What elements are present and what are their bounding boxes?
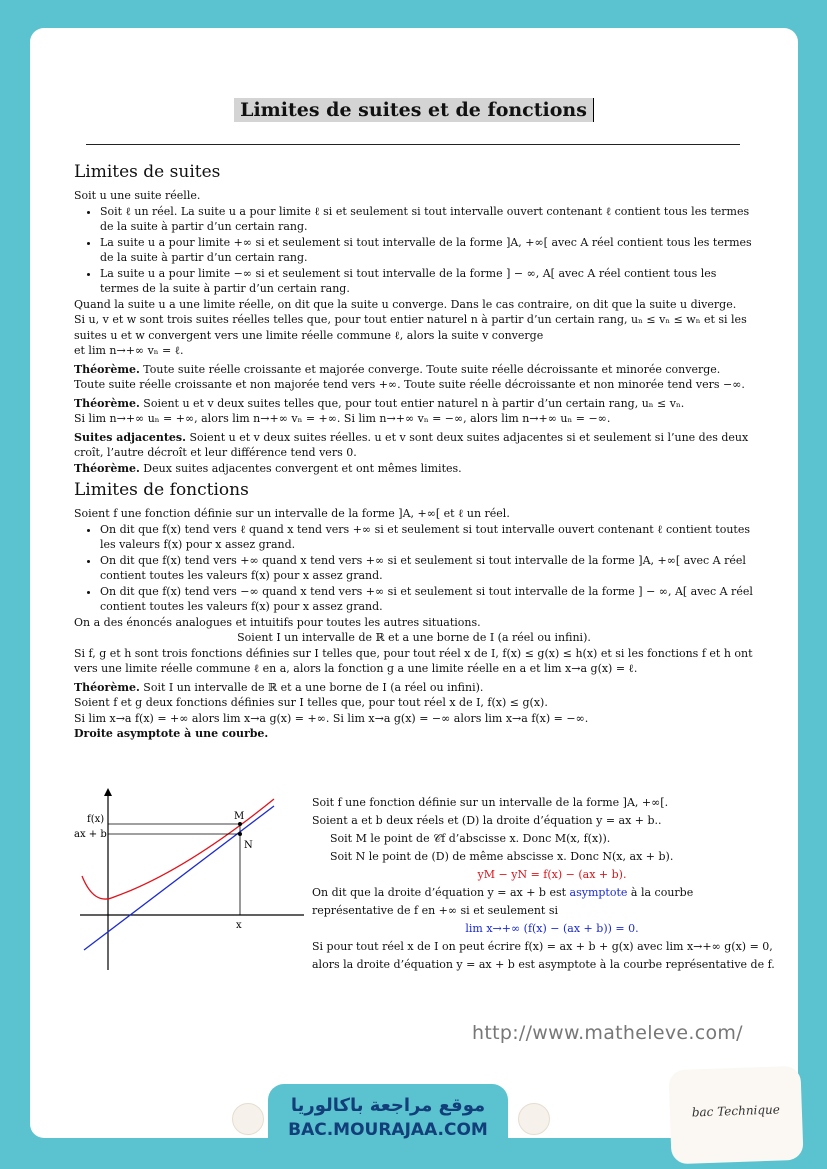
point-M: [238, 822, 242, 826]
theorem-fonctions: [74, 680, 754, 696]
book-logo-right: [518, 1103, 550, 1135]
theorem-comparison-2: Si lim n→+∞ uₙ = +∞, alors lim n→+∞ vₙ = +∞. Si lim n→+∞ vₙ = −∞, alors lim n→+∞ uₙ = −∞.: [74, 412, 611, 425]
theorem-text: Toute suite réelle croissante et majorée converge. Toute suite réelle décroissante et minorée converge.: [143, 362, 721, 376]
list-item: • La suite u a pour limite +∞ si et seulement si tout intervalle de la forme ]A, +∞[ avec A réel contient tous les termes de la suite à partir d’un certain rang.: [100, 235, 754, 266]
main-content: [74, 158, 754, 742]
theorem-label: Théorème.: [74, 396, 140, 410]
label-N: N: [244, 840, 253, 851]
asym-line-5: [312, 884, 792, 902]
asym-limit-formula: lim x→+∞ (f(x) − (ax + b)) = 0.: [465, 922, 639, 935]
asym-line-8: alors la droite d’équation y = ax + b est asymptote à la courbe représentative de f.: [312, 958, 775, 971]
theorem-text: Deux suites adjacentes convergent et ont mêmes limites.: [143, 461, 462, 475]
label-x: x: [236, 920, 242, 931]
bac-banner[interactable]: [268, 1084, 508, 1156]
list-item: • La suite u a pour limite −∞ si et seulement si tout intervalle de la forme ] − ∞, A[ avec A réel contient tous les termes de la suite à partir d’un certain rang.: [100, 266, 754, 297]
suites-gendarmes-limit: et lim n→+∞ vₙ = ℓ.: [74, 344, 184, 357]
y-axis-arrow: [104, 788, 112, 796]
theorem-fonctions-2: Soient f et g deux fonctions définies sur I telles que, pour tout réel x de I, f(x) ≤ g(x).: [74, 696, 548, 709]
asymptote-word: asymptote: [569, 886, 628, 899]
theorem-fonctions-3: Si lim x→a f(x) = +∞ alors lim x→a g(x) = +∞. Si lim x→a g(x) = −∞ alors lim x→a f(x) = −∞.: [74, 711, 589, 725]
theorem-text: Soit I un intervalle de ℝ et a une borne de I (a réel ou infini).: [143, 680, 484, 694]
title-wrap: [30, 98, 798, 122]
list-item: • On dit que f(x) tend vers −∞ quand x tend vers +∞ si et seulement si tout intervalle de la forme ] − ∞, A[ avec A réel contient toutes les valeurs f(x) pour x assez grand.: [100, 584, 754, 615]
adjacent-definition: [74, 430, 754, 461]
point-N: [238, 832, 242, 836]
document-page: [30, 28, 798, 1138]
label-fx: f(x): [87, 814, 105, 825]
fonctions-gendarmes: Si f, g et h sont trois fonctions définies sur I telles que, pour tout réel x de I, f(x) ≤ g(x) ≤ h(x) et si les fonctions f et h ont vers une limite réelle commune ℓ en a, alors la fonction g a une limite réelle en a et lim x→a g(x) = ℓ.: [74, 646, 753, 675]
list-item: • On dit que f(x) tend vers +∞ quand x tend vers +∞ si et seulement si tout intervalle de la forme ]A, +∞[ avec A réel contient toutes les valeurs f(x) pour x assez grand.: [100, 553, 754, 584]
asym-line-4: Soit N le point de (D) de même abscisse x. Donc N(x, ax + b).: [330, 850, 674, 863]
asym-formula: yM − yN = f(x) − (ax + b).: [477, 868, 627, 881]
list-item: • On dit que f(x) tend vers ℓ quand x tend vers +∞ si et seulement si tout intervalle ouvert contenant ℓ contient toutes les valeurs f(x) pour x assez grand.: [100, 522, 754, 553]
theorem-monotone-2: Toute suite réelle croissante et non majorée tend vers +∞. Toute suite réelle décroissante et non minorée tend vers −∞.: [74, 378, 745, 391]
theorem-label: Théorème.: [74, 680, 140, 694]
asym-line-1: Soit f une fonction définie sur un intervalle de la forme ]A, +∞[.: [312, 796, 669, 809]
theorem-adjacent: [74, 461, 754, 477]
bac-technique-badge: [668, 1066, 803, 1165]
asym-line-6: représentative de f en +∞ si et seulement si: [312, 904, 558, 917]
fonctions-intro: Soient f une fonction définie sur un intervalle de la forme ]A, +∞[ et ℓ un réel.: [74, 507, 510, 520]
theorem-comparison: [74, 396, 754, 412]
source-url[interactable]: http://www.matheleve.com/: [472, 1022, 743, 1044]
theorem-monotone: [74, 362, 754, 378]
banner-arabic: موقع مراجعة باكالوريا: [290, 1095, 486, 1116]
asym-line-5-start: On dit que la droite d’équation y = ax + b est: [312, 886, 570, 899]
banner-site: BAC.MOURAJAA.COM: [288, 1120, 488, 1140]
suites-bullets: [74, 204, 754, 297]
asym-line-5-end: à la courbe: [627, 886, 694, 899]
definition-label: Suites adjacentes.: [74, 430, 186, 444]
asymptote-line: [84, 806, 274, 950]
label-axb: ax + b: [74, 829, 107, 840]
badge-text: bac Technique: [691, 1102, 781, 1120]
theorem-label: Théorème.: [74, 461, 140, 475]
suites-converge: Quand la suite u a une limite réelle, on dit que la suite u converge. Dans le cas contraire, on dit que la suite u diverge.: [74, 297, 737, 311]
asym-line-3: Soit M le point de 𝒞f d’abscisse x. Donc M(x, f(x)).: [330, 832, 611, 845]
fonctions-bullets: [74, 522, 754, 615]
asym-line-7: Si pour tout réel x de I on peut écrire f(x) = ax + b + g(x) avec lim x→+∞ g(x) = 0,: [312, 940, 773, 953]
suites-intro: Soit u une suite réelle.: [74, 189, 201, 202]
section-heading-suites: Limites de suites: [74, 162, 221, 182]
asymptote-text: [312, 794, 792, 974]
title-rule: [86, 144, 740, 145]
suites-gendarmes: Si u, v et w sont trois suites réelles telles que, pour tout entier naturel n à partir d’un certain rang, uₙ ≤ vₙ ≤ wₙ et si les suites u et w convergent vers une limite réelle commune ℓ, alors la suite v converge: [74, 313, 747, 342]
list-item: • Soit ℓ un réel. La suite u a pour limite ℓ si et seulement si tout intervalle ouvert contenant ℓ contient tous les termes de la suite à partir d’un certain rang.: [100, 204, 754, 235]
section-heading-fonctions: Limites de fonctions: [74, 480, 249, 500]
asymptote-heading: Droite asymptote à une courbe.: [74, 727, 269, 740]
book-logo-left: [232, 1103, 264, 1135]
asymptote-graph: [74, 786, 310, 976]
theorem-text: Soient u et v deux suites telles que, pour tout entier naturel n à partir d’un certain rang, uₙ ≤ vₙ.: [143, 396, 685, 410]
definition-text: Soient u et v deux suites réelles. u et v sont deux suites adjacentes si et seulement si l’une des deux croît, l’autre décroît et leur différence tend vers 0.: [74, 430, 749, 459]
fonctions-analogues: On a des énoncés analogues et intuitifs pour toutes les autres situations.: [74, 615, 481, 629]
page-title: Limites de suites et de fonctions: [234, 98, 594, 122]
asym-line-2: Soient a et b deux réels et (D) la droite d’équation y = ax + b..: [312, 814, 662, 827]
theorem-label: Théorème.: [74, 362, 140, 376]
fonctions-soient-I: Soient I un intervalle de ℝ et a une borne de I (a réel ou infini).: [237, 631, 591, 644]
label-M: M: [234, 811, 245, 822]
